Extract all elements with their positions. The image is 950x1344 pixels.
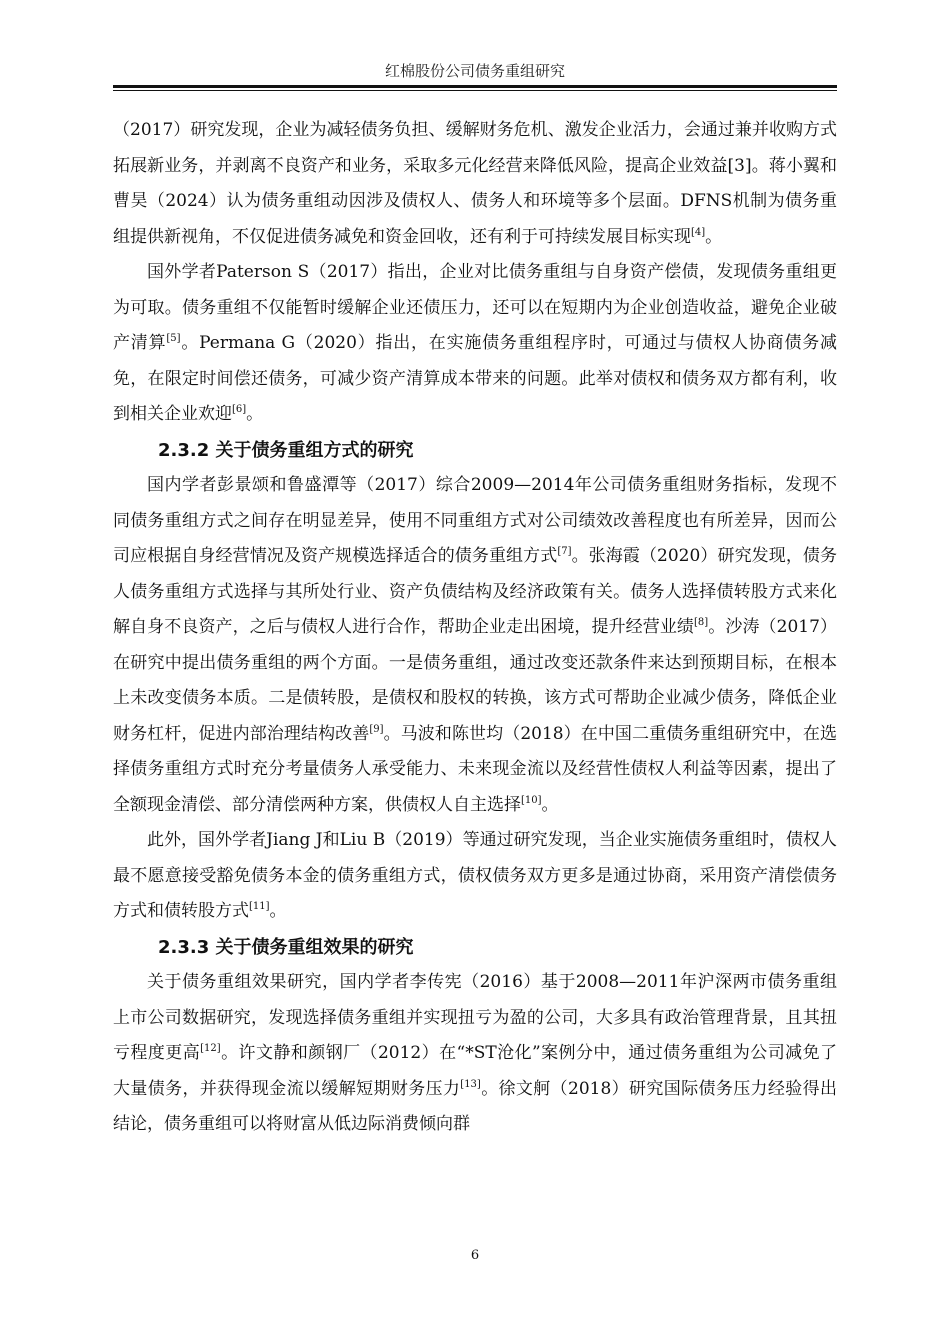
citation-ref: [8] xyxy=(694,617,709,628)
paragraph-5: 关于债务重组效果研究，国内学者李传宪（2016）基于2008—2011年沪深两市债务重组上市公司数据研究，发现选择债务重组并实现扭亏为盈的公司，大多具有政治管理背景，且其扭亏程度更高[12]。许文静和颜钢厂（2012）在“*ST沧化”案例分中，通过债务重组为公司减免了大量债务，并获得现金流以缓解短期财务压力[13]。徐文舸（2018）研究国际债务压力经验得出结论，债务重组可以将财富从低边际消费倾向群 xyxy=(113,972,838,1134)
citation-ref: [5] xyxy=(166,333,181,344)
header-rule-thin xyxy=(113,90,837,91)
citation-ref: [6] xyxy=(232,404,247,415)
paragraph-3: 国内学者彭景颂和鲁盛潭等（2017）综合2009—2014年公司债务重组财务指标，发现不同债务重组方式之间存在明显差异，使用不同重组方式对公司绩效改善程度也有所差异，因而公司应根据自身经营情况及资产规模选择适合的债务重组方式[7]。张海霞（2020）研究发现，债务人债务重组方式选择与其所处行业、资产负债结构及经济政策有关。债务人选择债转股方式来化解自身不良资产，之后与债权人进行合作，帮助企业走出困境，提升经营业绩[8]。沙涛（2017）在研究中提出债务重组的两个方面。一是债务重组，通过改变还款条件来达到预期目标，在根本上未改变债务本质。二是债转股，是债权和股权的转换，该方式可帮助企业减少债务，降低企业财务杠杆，促进内部治理结构改善[9]。马波和陈世均（2018）在中国二重债务重组研究中，在选择债务重组方式时充分考量债务人承受能力、未来现金流以及经营性债权人利益等因素，提出了全额现金清偿、部分清偿两种方案，供债权人自主选择[10]。 xyxy=(113,475,838,815)
section-heading-2-3-2: 2.3.2 关于债务重组方式的研究 xyxy=(158,439,414,461)
running-header: 红棉股份公司债务重组研究 xyxy=(384,62,565,80)
header-rule-thick xyxy=(113,85,837,88)
body-text xyxy=(113,113,837,1143)
paragraph-4: 此外，国外学者Jiang J和Liu B（2019）等通过研究发现，当企业实施债务重组时，债权人最不愿意接受豁免债务本金的债务重组方式，债权债务双方更多是通过协商，采用资产清偿债务方式和债转股方式[11]。 xyxy=(113,830,837,921)
citation-ref: [4] xyxy=(691,226,706,238)
citation-ref: [12] xyxy=(200,1043,221,1054)
citation-ref: [7] xyxy=(557,546,572,557)
paragraph-2: 国外学者Paterson S（2017）指出，企业对比债务重组与自身资产偿债，发现债务重组更为可取。债务重组不仅能暂时缓解企业还债压力，还可以在短期内为企业创造收益，避免企业破产清算[5]。Permana G（2020）指出，在实施债务重组程序时，可通过与债权人协商债务减免，在限定时间偿还债务，可减少资产清算成本带来的问题。此举对债权和债务双方都有利，收到相关企业欢迎[6]。 xyxy=(113,262,838,424)
page-number: 6 xyxy=(470,1248,480,1263)
section-heading-2-3-3: 2.3.3 关于债务重组效果的研究 xyxy=(158,936,414,958)
citation-ref: [9] xyxy=(369,723,384,735)
paragraph-1: （2017）研究发现，企业为减轻债务负担、缓解财务危机、激发企业活力，会通过兼并收购方式拓展新业务，并剥离不良资产和业务，采取多元化经营来降低风险，提高企业效益[3]。蒋小翼和曹昊（2024）认为债务重组动因涉及债权人、债务人和环境等多个层面。DFNS机制为债务重组提供新视角，不仅促进债务减免和资金回收，还有利于可持续发展目标实现[4]。 xyxy=(113,120,837,247)
citation-ref: [13] xyxy=(460,1078,481,1090)
citation-ref: [10] xyxy=(521,794,542,806)
citation-ref: [11] xyxy=(249,901,270,912)
